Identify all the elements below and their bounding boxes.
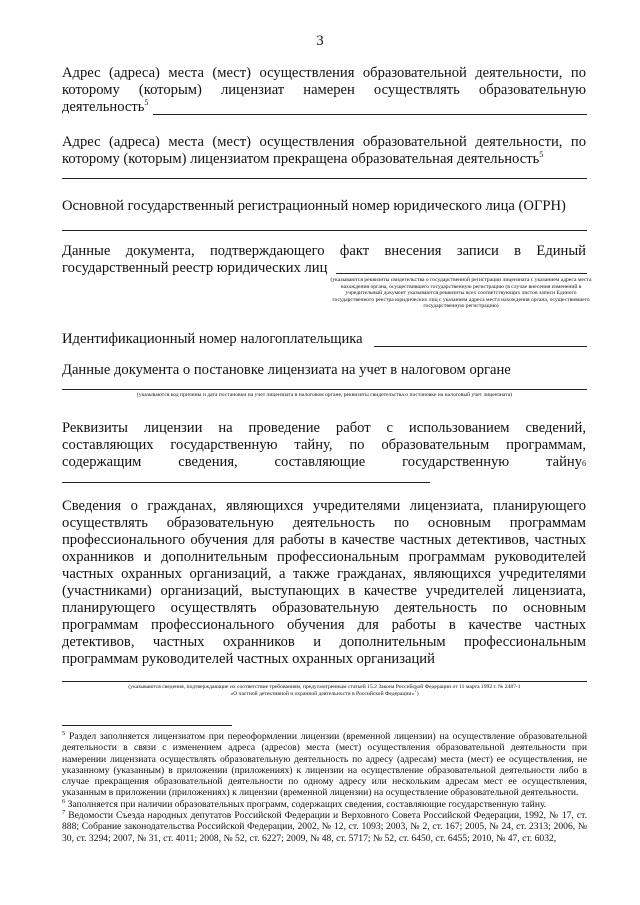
- section-line: детективов, частных охранников и дополнительным профессиональным: [62, 634, 586, 650]
- inn-label: Идентификационный номер налогоплательщика: [62, 331, 363, 347]
- section-line: частных охранных организаций, а также гражданах, являющихся учредителями: [62, 566, 586, 582]
- footnote-text: Раздел заполняется лицензиатом при переоформлении лицензии (временной лицензии) на осуществление образовательной деятельности в связи с изменением адреса (адресов) места (мест) осуществления образовательной деятельности при намерении лицензиата осуществлять образовательную деятельность по адресу (адресам) места (мест) ее осуществления, не указанному (указанным) в приложении (приложениях) к лицензии на осуществление образовательной деятельности либо в случае прекращения образовательной деятельности по одному адресу или нескольким адресам мест ее осуществления, указанным в приложении (приложениях) к лицензии (временной лицензии) на осуществление образовательной деятельности.: [62, 731, 587, 799]
- footnote-5: [62, 731, 587, 799]
- footnote-text: Ведомости Съезда народных депутатов Российской Федерации и Верховного Совета Российской Федерации, 1992, № 17, ст. 888; Собрание законодательства Российской Федерации, 2002, № 12, ст. 1093; 2003, № 2, ст. 167; 2005, № 24, ст. 2313; 2006, № 30, ст. 3294; 2007, № 31, ст. 4011; 2008, № 52, ст. 6227; 2009, № 48, ст. 5717; № 52, ст. 6450, ст. 6455; 2010, № 47, ст. 6032,: [62, 810, 587, 844]
- tax-fill-line[interactable]: [62, 389, 587, 390]
- section-founders-info: [62, 498, 586, 668]
- fill-in-line[interactable]: [153, 114, 587, 115]
- ogrn-fill-line[interactable]: [62, 230, 587, 231]
- founders-caption-1: (указываются сведения, подтверждающие их соответствие требованиям, предусмотренным статьей 15.2 Закона Российской Федерации от 11 марта 1992 г. № 2487-1: [128, 684, 521, 690]
- section-state-secret-license: [62, 420, 586, 471]
- footnote-mark: 7: [62, 809, 66, 817]
- section-line: Реквизиты лицензии на проведение работ с использованием сведений,: [62, 420, 586, 436]
- footnotes: [62, 731, 587, 844]
- section-last-line: которому (которым) лицензиатом прекращена образовательная деятельность: [62, 151, 540, 167]
- section-line: содержащим сведения, составляющие государственную тайну 6: [62, 454, 586, 470]
- section-line: [62, 151, 586, 168]
- section-terminated-addresses: [62, 134, 586, 168]
- section-line: Адрес (адреса) места (мест) осуществления образовательной деятельности, по: [62, 65, 586, 81]
- section-last-line: деятельность: [62, 99, 145, 115]
- section-line: Адрес (адреса) места (мест) осуществления образовательной деятельности, по: [62, 134, 586, 150]
- tax-caption: (указываются код причины и дата постановки на учет лицензиата в налоговом органе, реквизиты свидетельства о постановке на налоговый учет лицензиата): [136, 392, 513, 398]
- ogrn-label: Основной государственный регистрационный номер юридического лица (ОГРН): [62, 198, 566, 214]
- section-line: осуществлять образовательную деятельность по основным программам: [62, 515, 586, 531]
- footnote-text: Заполняется при наличии образовательных программ, содержащих сведения, составляющие государственную тайну.: [67, 798, 547, 810]
- egrul-caption: (указываются реквизиты свидетельства о государственной регистрации лицензиата с указанием адреса места нахождения органа, осуществившего государственную регистрацию (в случае внесения изменений в учредительный документ указываются реквизиты всех соответствующих листов записи Единого государственного реестра юридических лиц с указанием адреса места нахождения органа, осуществившего государственную регистрацию): [330, 277, 592, 310]
- fill-in-line[interactable]: [62, 482, 430, 483]
- footnote-6: [62, 799, 587, 810]
- fill-in-line[interactable]: [62, 178, 587, 179]
- inn-fill-line[interactable]: [374, 346, 587, 347]
- fill-in-line[interactable]: [336, 273, 587, 274]
- footnote-ref: 5: [144, 98, 149, 107]
- section-line-text: содержащим сведения, составляющие государственную тайну: [62, 454, 582, 470]
- founders-caption-2: [62, 691, 587, 698]
- footnote-mark: 5: [62, 730, 66, 737]
- footnote-separator: [62, 725, 232, 726]
- section-line: Сведения о гражданах, являющихся учредителями лицензиата, планирующего: [62, 498, 586, 514]
- fill-in-line[interactable]: [62, 681, 587, 682]
- caption-text: «О частной детективной и охранной деятельности в Российской Федерации»: [230, 691, 415, 697]
- section-line: охранников и дополнительным профессиональным программам руководителей: [62, 549, 586, 565]
- caption-end: ): [416, 691, 419, 697]
- section-line: (участниками) организаций, выступающих в качестве учредителей лицензиата,: [62, 583, 586, 599]
- footnote-ref: 7: [414, 689, 417, 694]
- section-line: Данные документа, подтверждающего факт внесения записи в Единый: [62, 243, 586, 259]
- footnote-mark: 6: [62, 797, 66, 805]
- tax-registration-label: Данные документа о постановке лицензиата на учет в налоговом органе: [62, 362, 511, 378]
- section-line: профессионального обучения для работы в качестве частных детективов, частных: [62, 532, 586, 548]
- section-line: планирующего осуществлять образовательную деятельность по основным: [62, 600, 586, 616]
- page-number: 3: [316, 33, 324, 49]
- footnote-ref: 5: [539, 150, 544, 159]
- section-line: составляющих государственную тайну, по образовательным программам,: [62, 437, 586, 453]
- section-planned-addresses: [62, 65, 586, 116]
- section-line: программам профессионального обучения для работы в качестве частных: [62, 617, 586, 633]
- section-last-line: государственный реестр юридических лиц: [62, 260, 328, 276]
- section-last-line: программам руководителей частных охранных организаций: [62, 651, 435, 667]
- section-egrul-record: [62, 243, 586, 277]
- footnote-7: [62, 810, 587, 844]
- section-line: которому (которым) лицензиат намерен осуществлять образовательную: [62, 82, 586, 98]
